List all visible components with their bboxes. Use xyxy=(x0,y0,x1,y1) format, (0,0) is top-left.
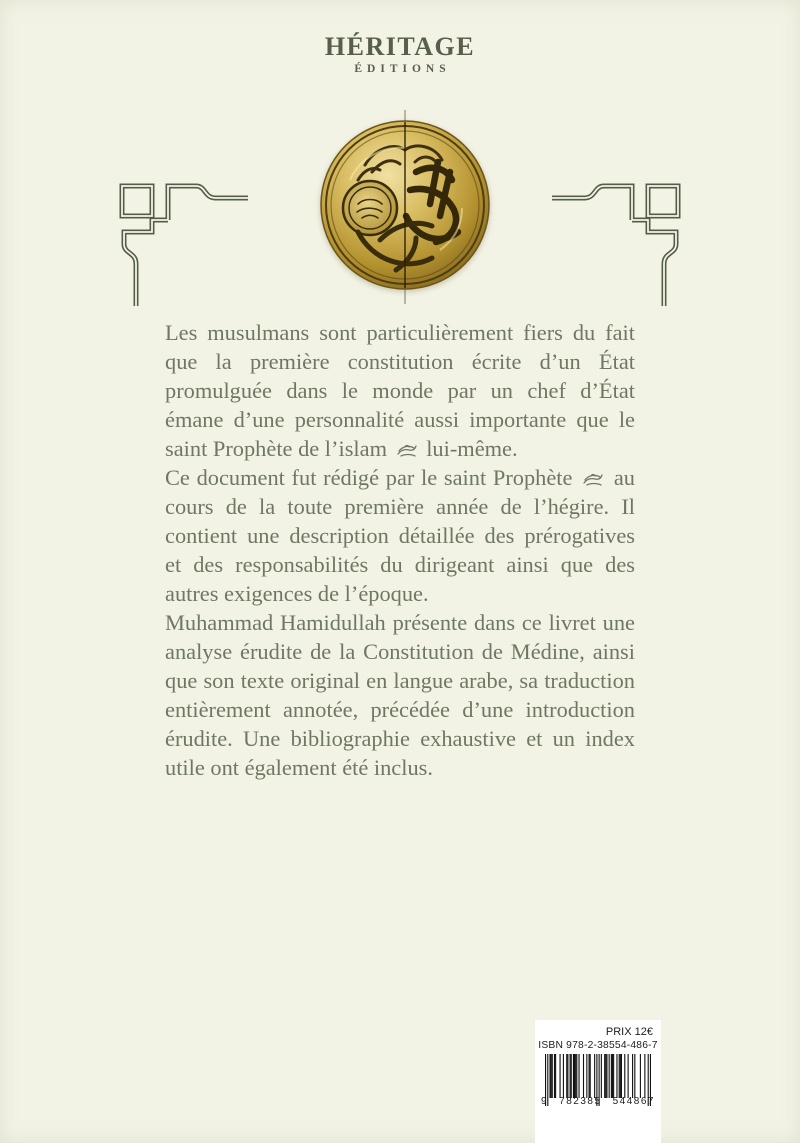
price-label: PRIX 12€ xyxy=(605,1026,653,1038)
barcode-digit-first: 9 xyxy=(541,1096,549,1107)
synopsis-text xyxy=(165,318,635,782)
synopsis-paragraph: Les musulmans sont particulièrement fiers du fait que la première constitution écrite d’un État promulguée dans le monde par un chef d’État émane d’une personnalité aussi importante que le saint Prophète de l’islam lui-même. xyxy=(165,320,635,461)
corner-ornament-right-icon xyxy=(552,182,684,306)
isbn-label: ISBN 978-2-38554-486-7 xyxy=(538,1040,658,1051)
publisher-name: HÉRITAGE xyxy=(324,32,476,61)
synopsis-paragraph: Muhammad Hamidullah présente dans ce livret une analyse érudite de la Constitution de Médine, ainsi que son texte original en langue arabe, sa traduction entièrement annotée, précédée d’une introduction érudite. Une bibliographie exhaustive et un index utile ont également été inclus. xyxy=(165,610,635,780)
corner-ornament-left-icon xyxy=(116,182,248,306)
barcode-panel xyxy=(535,1020,661,1143)
honorific-symbol-icon xyxy=(580,466,606,484)
publisher-logo xyxy=(0,33,800,75)
barcode-digit-group-left: 782385 xyxy=(559,1096,602,1107)
publisher-subtitle: ÉDITIONS xyxy=(354,63,451,76)
synopsis-paragraph: Ce document fut rédigé par le saint Prophète au cours de la toute première année de l’hégire. Il contient une description détaillée des prérogatives et des responsabilités du dirigeant ainsi que des autres exigences de l’époque. xyxy=(165,465,635,606)
gold-calligraphy-medallion-icon xyxy=(320,120,490,290)
honorific-symbol-icon xyxy=(394,437,420,455)
barcode-digits xyxy=(541,1096,655,1107)
barcode-digit-group-right: 544867 xyxy=(612,1096,655,1107)
